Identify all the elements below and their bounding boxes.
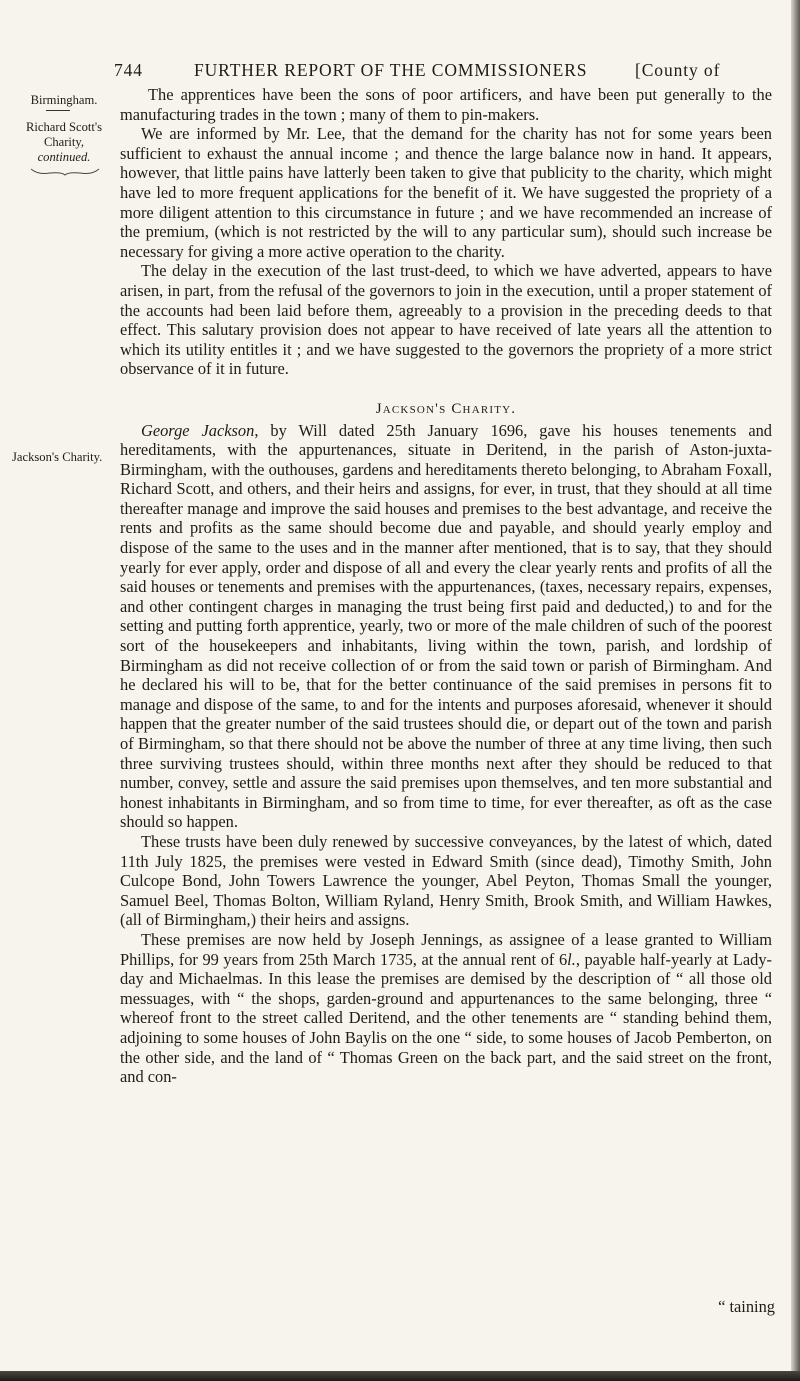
page-bottom-border bbox=[0, 1371, 800, 1381]
report-title: FURTHER REPORT OF THE COMMISSIONERS bbox=[194, 60, 588, 80]
page-number: 744 bbox=[114, 60, 143, 80]
margin-note-charity-line2: Charity, bbox=[43, 135, 85, 149]
paragraph-jackson-will-text: , by Will dated 25th January 1696, gave his houses tenements and hereditaments, with the appurtenances, situate in Deritend, in the parish of Aston-juxta-Birmingham, with the outhouses, gardens and hereditaments thereto belonging, to Abraham Foxall, Richard Scott, and others, and their heirs and assigns, for ever, in trust, that they should at all time thereafter manage and improve the said houses and premises to the best advantage, and receive the rents and profits as the same should become due and payable, and should yearly employ and dispose of the same to the uses and in the manner after mentioned, that is to say, that they should yearly for ever apply, order and dispose of all and every the clear yearly rents and profits of all the said houses or tenements and premises with the appurtenances, (taxes, necessary repairs, expenses, and other contingent charges in managing the trust being first paid and deducted,) to and for the setting and putting forth apprentice, yearly, two or more of the male children of such of the poorest sort of the housekeepers and inhabitants, living within the town, parish, and lordship of Birmingham as did not receive collection of or from the said town or parish of Birmingham. And he declared his will to be, that for the better continuance of the said premises in persons fit to manage and dispose of the same, to and for the intents and purposes aforesaid, whenever it should happen that the greater number of the said trustees should die, or depart out of the town and parish of Birmingham, so that there should not be above the number of three at any time living, then such three surviving trustees should, within three months next after they should be reduced to that number, convey, settle and assure the said premises upon themselves, and ten more substantial and honest inhabitants in Birmingham, and so from time to time, for ever thereafter, as oft as the case should so happen. bbox=[120, 420, 772, 832]
body-text bbox=[120, 85, 772, 1087]
paragraph-delay: The delay in the execution of the last trust-deed, to which we have adverted, appears to have arisen, in part, from the refusal of the governors to join in the execution, until a proper statement of the accounts had been laid before them, agreeably to a provision in the preceding deeds to that effect. This salutary provision does not appear to have received of late years all the attention to which its utility entitles it ; and we have suggested to the governors the propriety of a more strict observance of it in future. bbox=[120, 261, 772, 379]
continuation-catchword: “ taining bbox=[718, 1297, 775, 1316]
paragraph-trusts-renewed: These trusts have been duly renewed by successive conveyances, by the latest of which, dated 11th July 1825, the premises were vested in Edward Smith (since dead), Timothy Smith, John Culcope Bond, John Towers Lawrence the younger, Abel Peyton, Thomas Small the younger, Samuel Beel, Thomas Bolton, William Ryland, Henry Smith, Brook Smith, and William Hawkes, (all of Birmingham,) their heirs and assigns. bbox=[120, 831, 772, 930]
paragraph-jackson-will bbox=[120, 421, 772, 832]
paragraph-lease-part-a: These premises are now held by Joseph Jennings, as assignee of a lease granted to William Phillips, for 99 years from 25th March 1735, at the annual rent of 6 bbox=[120, 929, 772, 969]
running-header bbox=[114, 60, 776, 84]
currency-pounds: l. bbox=[567, 949, 576, 969]
paragraph-apprentices: The apprentices have been the sons of poor artificers, and have been put generally to the manufacturing trades in the town ; many of them to pin-makers. bbox=[120, 85, 772, 124]
page-edge-shadow bbox=[791, 0, 800, 1381]
margin-note-charity-line1: Richard Scott's bbox=[26, 120, 103, 134]
margin-divider bbox=[46, 110, 70, 111]
margin-note-charity bbox=[26, 120, 102, 165]
margin-note-jackson: Jackson's Charity. bbox=[12, 450, 103, 464]
paragraph-lease bbox=[120, 930, 772, 1087]
margin-brace-icon bbox=[30, 168, 100, 176]
county-heading: [County of bbox=[635, 60, 721, 80]
paragraph-lease-part-b: , payable half-yearly at Lady-day and Michaelmas. In this lease the premises are demised by the description of “ all those old messuages, with “ the shops, garden-ground and appurtenances to the same belonging, three “ whereof front to the street called Deritend, and the other tenements are “ standing behind them, adjoining to some houses of John Baylis on the one “ side, to some houses of Jacob Pemberton, on the other side, and the land of “ Thomas Green on the back part, and the said street on the front, and con- bbox=[120, 949, 772, 1087]
paragraph-demand: We are informed by Mr. Lee, that the demand for the charity has not for some years been sufficient to exhaust the annual income ; and thence the large balance now in hand. It appears, however, that little pains have latterly been taken to give that publicity to the charity, which might have led to more frequent applications for the benefit of it. We have suggested the propriety of a more diligent attention to this circumstance in future ; and we have recommended an increase of the premium, (which is not restricted by the will to any particular sum), should such increase be necessary for giving a more active operation to the charity. bbox=[120, 124, 772, 261]
section-title-jackson: Jackson's Charity. bbox=[375, 400, 517, 417]
founder-name: George Jackson bbox=[141, 420, 255, 440]
margin-note-continued: continued. bbox=[37, 150, 91, 164]
margin-note-place: Birmingham. bbox=[30, 93, 98, 107]
